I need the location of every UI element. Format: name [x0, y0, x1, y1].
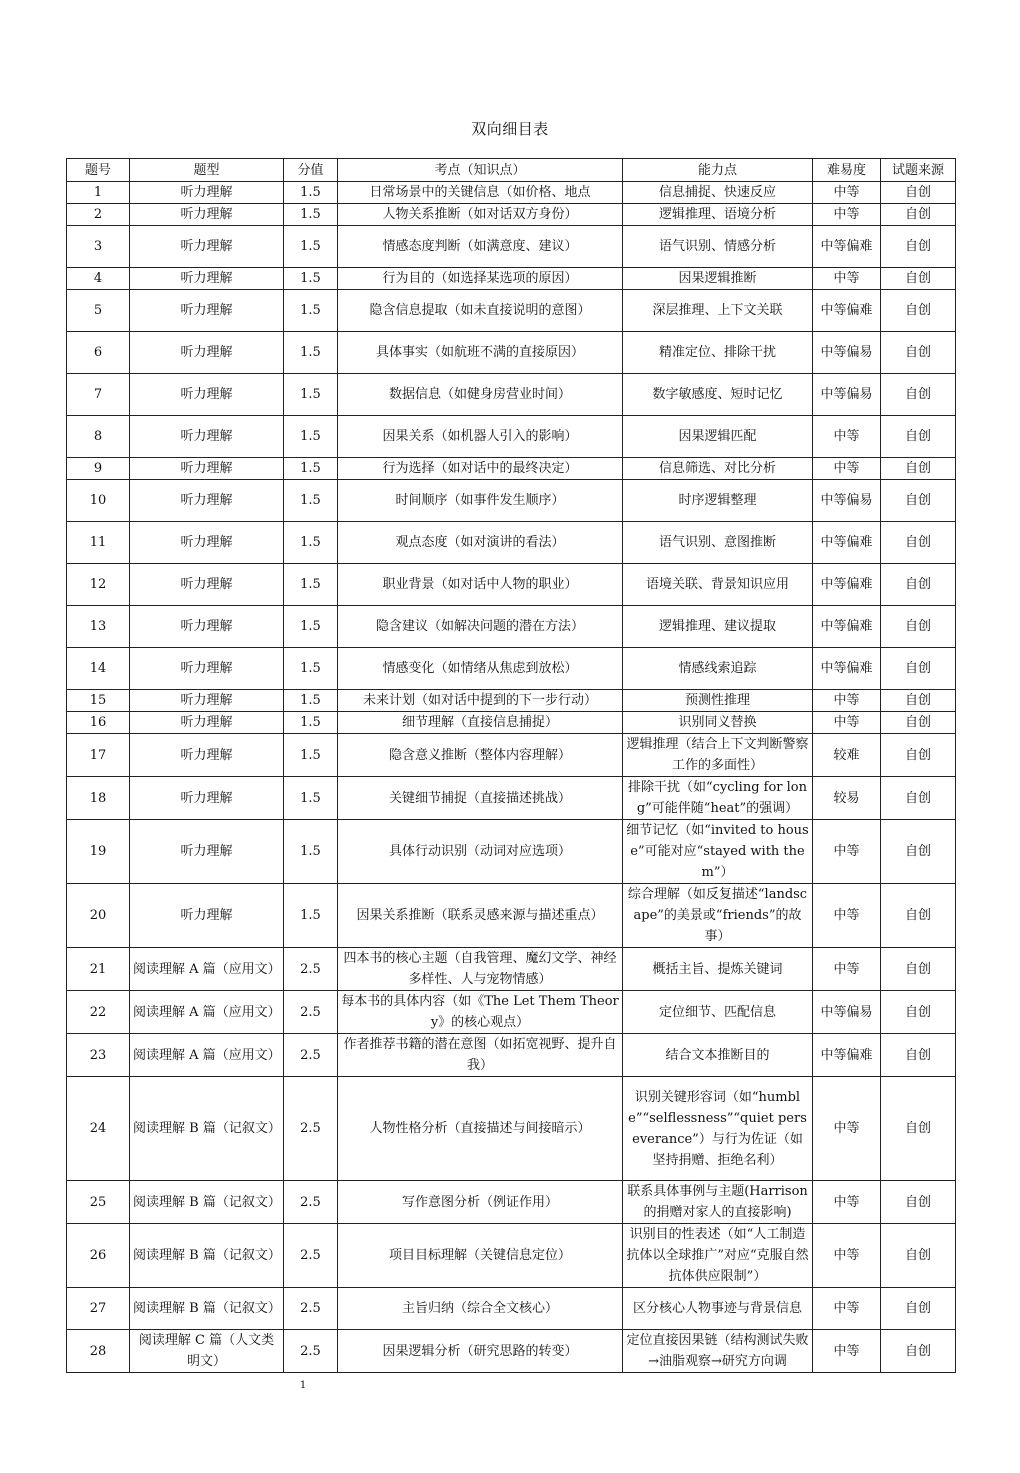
cell-difficulty: 中等偏易: [813, 374, 881, 416]
cell-score: 1.5: [284, 226, 338, 268]
cell-score: 1.5: [284, 734, 338, 777]
cell-difficulty: 中等: [813, 268, 881, 290]
table-row: [67, 884, 956, 948]
cell-question-no: 4: [67, 268, 130, 290]
cell-knowledge-point: 情感态度判断（如满意度、建议）: [338, 226, 623, 268]
cell-score: 2.5: [284, 1077, 338, 1181]
table-row: [67, 458, 956, 480]
cell-knowledge-point: 因果关系推断（联系灵感来源与描述重点）: [338, 884, 623, 948]
cell-ability-point: 定位细节、匹配信息: [623, 991, 813, 1034]
table-row: [67, 416, 956, 458]
cell-question-no: 20: [67, 884, 130, 948]
cell-source: 自创: [881, 606, 956, 648]
cell-score: 1.5: [284, 182, 338, 204]
cell-source: 自创: [881, 690, 956, 712]
cell-question-type: 听力理解: [130, 204, 284, 226]
cell-source: 自创: [881, 458, 956, 480]
table-row: [67, 268, 956, 290]
cell-source: 自创: [881, 374, 956, 416]
table-row: [67, 522, 956, 564]
cell-question-type: 听力理解: [130, 290, 284, 332]
cell-question-no: 3: [67, 226, 130, 268]
cell-question-type: 听力理解: [130, 522, 284, 564]
cell-question-type: 听力理解: [130, 480, 284, 522]
cell-source: 自创: [881, 820, 956, 884]
cell-difficulty: 中等: [813, 884, 881, 948]
cell-score: 1.5: [284, 332, 338, 374]
cell-score: 2.5: [284, 1181, 338, 1224]
cell-question-no: 18: [67, 777, 130, 820]
cell-question-no: 1: [67, 182, 130, 204]
cell-source: 自创: [881, 712, 956, 734]
cell-question-no: 7: [67, 374, 130, 416]
cell-source: 自创: [881, 648, 956, 690]
table-row: [67, 1330, 956, 1373]
header-difficulty: 难易度: [813, 159, 881, 182]
cell-question-type: 阅读理解 B 篇（记叙文）: [130, 1181, 284, 1224]
cell-difficulty: 中等偏难: [813, 522, 881, 564]
cell-knowledge-point: 行为选择（如对话中的最终决定）: [338, 458, 623, 480]
cell-ability-point: 数字敏感度、短时记忆: [623, 374, 813, 416]
cell-score: 2.5: [284, 948, 338, 991]
table-row: [67, 1288, 956, 1330]
cell-difficulty: 中等: [813, 458, 881, 480]
table-row: [67, 1077, 956, 1181]
cell-question-no: 22: [67, 991, 130, 1034]
cell-score: 1.5: [284, 690, 338, 712]
cell-knowledge-point: 人物关系推断（如对话双方身份）: [338, 204, 623, 226]
cell-knowledge-point: 隐含建议（如解决问题的潜在方法）: [338, 606, 623, 648]
cell-score: 1.5: [284, 777, 338, 820]
table-row: [67, 290, 956, 332]
cell-ability-point: 预测性推理: [623, 690, 813, 712]
cell-ability-point: 识别关键形容词（如“humble”“selflessness”“quiet perseverance”）与行为佐证（如坚持捐赠、拒绝名利）: [623, 1077, 813, 1181]
document-title: 双向细目表: [471, 120, 549, 138]
cell-source: 自创: [881, 1181, 956, 1224]
cell-ability-point: 精准定位、排除干扰: [623, 332, 813, 374]
cell-knowledge-point: 时间顺序（如事件发生顺序）: [338, 480, 623, 522]
cell-difficulty: 中等: [813, 690, 881, 712]
cell-question-no: 16: [67, 712, 130, 734]
cell-question-no: 8: [67, 416, 130, 458]
cell-score: 1.5: [284, 606, 338, 648]
cell-ability-point: 定位直接因果链（结构测试失败→油脂观察→研究方向调: [623, 1330, 813, 1373]
cell-ability-point: 因果逻辑推断: [623, 268, 813, 290]
table-row: [67, 948, 956, 991]
table-row: [67, 564, 956, 606]
cell-question-type: 阅读理解 B 篇（记叙文）: [130, 1224, 284, 1288]
cell-score: 2.5: [284, 1224, 338, 1288]
cell-knowledge-point: 项目目标理解（关键信息定位）: [338, 1224, 623, 1288]
cell-difficulty: 中等偏易: [813, 991, 881, 1034]
table-row: [67, 1224, 956, 1288]
cell-question-type: 听力理解: [130, 884, 284, 948]
cell-knowledge-point: 人物性格分析（直接描述与间接暗示）: [338, 1077, 623, 1181]
cell-question-no: 6: [67, 332, 130, 374]
cell-question-no: 11: [67, 522, 130, 564]
cell-knowledge-point: 职业背景（如对话中人物的职业）: [338, 564, 623, 606]
cell-source: 自创: [881, 204, 956, 226]
cell-difficulty: 中等: [813, 1288, 881, 1330]
cell-difficulty: 中等偏难: [813, 648, 881, 690]
cell-question-type: 听力理解: [130, 820, 284, 884]
cell-knowledge-point: 细节理解（直接信息捕捉）: [338, 712, 623, 734]
cell-ability-point: 深层推理、上下文关联: [623, 290, 813, 332]
cell-question-no: 24: [67, 1077, 130, 1181]
cell-knowledge-point: 写作意图分析（例证作用）: [338, 1181, 623, 1224]
cell-source: 自创: [881, 226, 956, 268]
cell-ability-point: 识别目的性表述（如“人工制造抗体以全球推广”对应“克服自然抗体供应限制”）: [623, 1224, 813, 1288]
cell-question-no: 19: [67, 820, 130, 884]
cell-ability-point: 时序逻辑整理: [623, 480, 813, 522]
cell-question-type: 阅读理解 A 篇（应用文）: [130, 991, 284, 1034]
table-header-row: [67, 159, 956, 182]
cell-knowledge-point: 具体行动识别（动词对应选项）: [338, 820, 623, 884]
cell-question-type: 阅读理解 C 篇（人文类明文）: [130, 1330, 284, 1373]
table-row: [67, 332, 956, 374]
cell-source: 自创: [881, 416, 956, 458]
cell-difficulty: 中等: [813, 712, 881, 734]
cell-source: 自创: [881, 268, 956, 290]
cell-score: 1.5: [284, 268, 338, 290]
cell-source: 自创: [881, 777, 956, 820]
cell-ability-point: 联系具体事例与主题(Harrison 的捐赠对家人的直接影响): [623, 1181, 813, 1224]
cell-source: 自创: [881, 1077, 956, 1181]
cell-difficulty: 中等: [813, 1077, 881, 1181]
table-row: [67, 480, 956, 522]
cell-ability-point: 识别同义替换: [623, 712, 813, 734]
cell-knowledge-point: 隐含意义推断（整体内容理解）: [338, 734, 623, 777]
cell-ability-point: 因果逻辑匹配: [623, 416, 813, 458]
cell-question-type: 阅读理解 B 篇（记叙文）: [130, 1077, 284, 1181]
cell-knowledge-point: 行为目的（如选择某选项的原因）: [338, 268, 623, 290]
table-row: [67, 777, 956, 820]
cell-question-type: 听力理解: [130, 777, 284, 820]
cell-knowledge-point: 数据信息（如健身房营业时间）: [338, 374, 623, 416]
cell-score: 1.5: [284, 648, 338, 690]
cell-difficulty: 中等: [813, 948, 881, 991]
cell-score: 2.5: [284, 1034, 338, 1077]
cell-difficulty: 中等偏难: [813, 564, 881, 606]
cell-knowledge-point: 因果逻辑分析（研究思路的转变）: [338, 1330, 623, 1373]
cell-difficulty: 中等: [813, 1330, 881, 1373]
cell-question-no: 23: [67, 1034, 130, 1077]
cell-difficulty: 较难: [813, 734, 881, 777]
cell-score: 2.5: [284, 1288, 338, 1330]
header-question-no: 题号: [67, 159, 130, 182]
cell-source: 自创: [881, 884, 956, 948]
cell-question-type: 阅读理解 A 篇（应用文）: [130, 948, 284, 991]
cell-score: 1.5: [284, 290, 338, 332]
table-row: [67, 226, 956, 268]
cell-score: 1.5: [284, 884, 338, 948]
cell-score: 1.5: [284, 712, 338, 734]
cell-ability-point: 信息捕捉、快速反应: [623, 182, 813, 204]
cell-question-no: 15: [67, 690, 130, 712]
cell-difficulty: 中等偏难: [813, 290, 881, 332]
table-row: [67, 204, 956, 226]
table-row: [67, 1181, 956, 1224]
cell-ability-point: 信息筛选、对比分析: [623, 458, 813, 480]
cell-score: 1.5: [284, 564, 338, 606]
cell-ability-point: 逻辑推理、语境分析: [623, 204, 813, 226]
cell-score: 1.5: [284, 458, 338, 480]
cell-score: 2.5: [284, 991, 338, 1034]
cell-ability-point: 语气识别、意图推断: [623, 522, 813, 564]
header-source: 试题来源: [881, 159, 956, 182]
cell-question-type: 听力理解: [130, 606, 284, 648]
cell-ability-point: 语境关联、背景知识应用: [623, 564, 813, 606]
cell-question-type: 听力理解: [130, 648, 284, 690]
cell-score: 1.5: [284, 820, 338, 884]
header-question-type: 题型: [130, 159, 284, 182]
cell-difficulty: 较易: [813, 777, 881, 820]
table-row: [67, 820, 956, 884]
cell-source: 自创: [881, 564, 956, 606]
cell-score: 1.5: [284, 522, 338, 564]
cell-question-type: 听力理解: [130, 226, 284, 268]
table-row: [67, 374, 956, 416]
cell-difficulty: 中等: [813, 1181, 881, 1224]
cell-question-type: 听力理解: [130, 690, 284, 712]
cell-question-type: 阅读理解 A 篇（应用文）: [130, 1034, 284, 1077]
cell-source: 自创: [881, 734, 956, 777]
table-row: [67, 712, 956, 734]
cell-ability-point: 逻辑推理（结合上下文判断警察工作的多面性）: [623, 734, 813, 777]
cell-question-no: 26: [67, 1224, 130, 1288]
cell-score: 1.5: [284, 416, 338, 458]
cell-knowledge-point: 作者推荐书籍的潜在意图（如拓宽视野、提升自我）: [338, 1034, 623, 1077]
cell-difficulty: 中等偏易: [813, 480, 881, 522]
cell-question-no: 25: [67, 1181, 130, 1224]
cell-difficulty: 中等: [813, 416, 881, 458]
table-row: [67, 648, 956, 690]
table-row: [67, 734, 956, 777]
cell-knowledge-point: 因果关系（如机器人引入的影响）: [338, 416, 623, 458]
cell-score: 1.5: [284, 374, 338, 416]
cell-source: 自创: [881, 522, 956, 564]
cell-difficulty: 中等: [813, 820, 881, 884]
cell-question-no: 14: [67, 648, 130, 690]
cell-source: 自创: [881, 1288, 956, 1330]
cell-ability-point: 区分核心人物事迹与背景信息: [623, 1288, 813, 1330]
cell-knowledge-point: 每本书的具体内容（如《The Let Them Theory》的核心观点）: [338, 991, 623, 1034]
cell-question-type: 听力理解: [130, 458, 284, 480]
cell-question-type: 听力理解: [130, 374, 284, 416]
cell-ability-point: 排除干扰（如“cycling for long”可能伴随“heat”的强调）: [623, 777, 813, 820]
cell-source: 自创: [881, 480, 956, 522]
cell-knowledge-point: 具体事实（如航班不满的直接原因）: [338, 332, 623, 374]
header-score: 分值: [284, 159, 338, 182]
cell-source: 自创: [881, 1224, 956, 1288]
cell-score: 1.5: [284, 480, 338, 522]
cell-knowledge-point: 隐含信息提取（如未直接说明的意图）: [338, 290, 623, 332]
cell-score: 2.5: [284, 1330, 338, 1373]
cell-difficulty: 中等: [813, 182, 881, 204]
cell-question-type: 听力理解: [130, 268, 284, 290]
cell-source: 自创: [881, 290, 956, 332]
cell-ability-point: 综合理解（如反复描述“landscape”的美景或“friends”的故事）: [623, 884, 813, 948]
cell-difficulty: 中等偏难: [813, 1034, 881, 1077]
table-row: [67, 1034, 956, 1077]
cell-ability-point: 逻辑推理、建议提取: [623, 606, 813, 648]
cell-ability-point: 概括主旨、提炼关键词: [623, 948, 813, 991]
cell-source: 自创: [881, 1034, 956, 1077]
cell-question-type: 阅读理解 B 篇（记叙文）: [130, 1288, 284, 1330]
cell-question-no: 5: [67, 290, 130, 332]
cell-knowledge-point: 关键细节捕捉（直接描述挑战）: [338, 777, 623, 820]
cell-ability-point: 结合文本推断目的: [623, 1034, 813, 1077]
cell-question-no: 13: [67, 606, 130, 648]
header-knowledge-point: 考点（知识点）: [338, 159, 623, 182]
table-row: [67, 991, 956, 1034]
cell-difficulty: 中等: [813, 1224, 881, 1288]
table-row: [67, 182, 956, 204]
cell-knowledge-point: 四本书的核心主题（自我管理、魔幻文学、神经多样性、人与宠物情感）: [338, 948, 623, 991]
cell-question-no: 27: [67, 1288, 130, 1330]
cell-knowledge-point: 观点态度（如对演讲的看法）: [338, 522, 623, 564]
cell-source: 自创: [881, 1330, 956, 1373]
cell-question-no: 12: [67, 564, 130, 606]
cell-question-no: 28: [67, 1330, 130, 1373]
cell-source: 自创: [881, 332, 956, 374]
cell-question-no: 10: [67, 480, 130, 522]
cell-question-no: 2: [67, 204, 130, 226]
cell-knowledge-point: 日常场景中的关键信息（如价格、地点: [338, 182, 623, 204]
cell-ability-point: 情感线索追踪: [623, 648, 813, 690]
cell-knowledge-point: 主旨归纳（综合全文核心）: [338, 1288, 623, 1330]
cell-question-type: 听力理解: [130, 712, 284, 734]
cell-difficulty: 中等偏难: [813, 226, 881, 268]
cell-source: 自创: [881, 948, 956, 991]
cell-question-type: 听力理解: [130, 416, 284, 458]
cell-knowledge-point: 未来计划（如对话中提到的下一步行动）: [338, 690, 623, 712]
cell-source: 自创: [881, 182, 956, 204]
cell-ability-point: 细节记忆（如“invited to house”可能对应“stayed with them”）: [623, 820, 813, 884]
cell-question-no: 9: [67, 458, 130, 480]
page-number: 1: [299, 1380, 307, 1391]
cell-source: 自创: [881, 991, 956, 1034]
cell-question-no: 21: [67, 948, 130, 991]
cell-question-type: 听力理解: [130, 182, 284, 204]
cell-difficulty: 中等: [813, 204, 881, 226]
specification-table: [66, 158, 956, 1373]
cell-knowledge-point: 情感变化（如情绪从焦虑到放松）: [338, 648, 623, 690]
cell-question-type: 听力理解: [130, 734, 284, 777]
cell-question-type: 听力理解: [130, 564, 284, 606]
cell-score: 1.5: [284, 204, 338, 226]
cell-question-no: 17: [67, 734, 130, 777]
table-row: [67, 606, 956, 648]
cell-difficulty: 中等偏易: [813, 332, 881, 374]
cell-ability-point: 语气识别、情感分析: [623, 226, 813, 268]
cell-question-type: 听力理解: [130, 332, 284, 374]
header-ability-point: 能力点: [623, 159, 813, 182]
cell-difficulty: 中等偏难: [813, 606, 881, 648]
table-row: [67, 690, 956, 712]
